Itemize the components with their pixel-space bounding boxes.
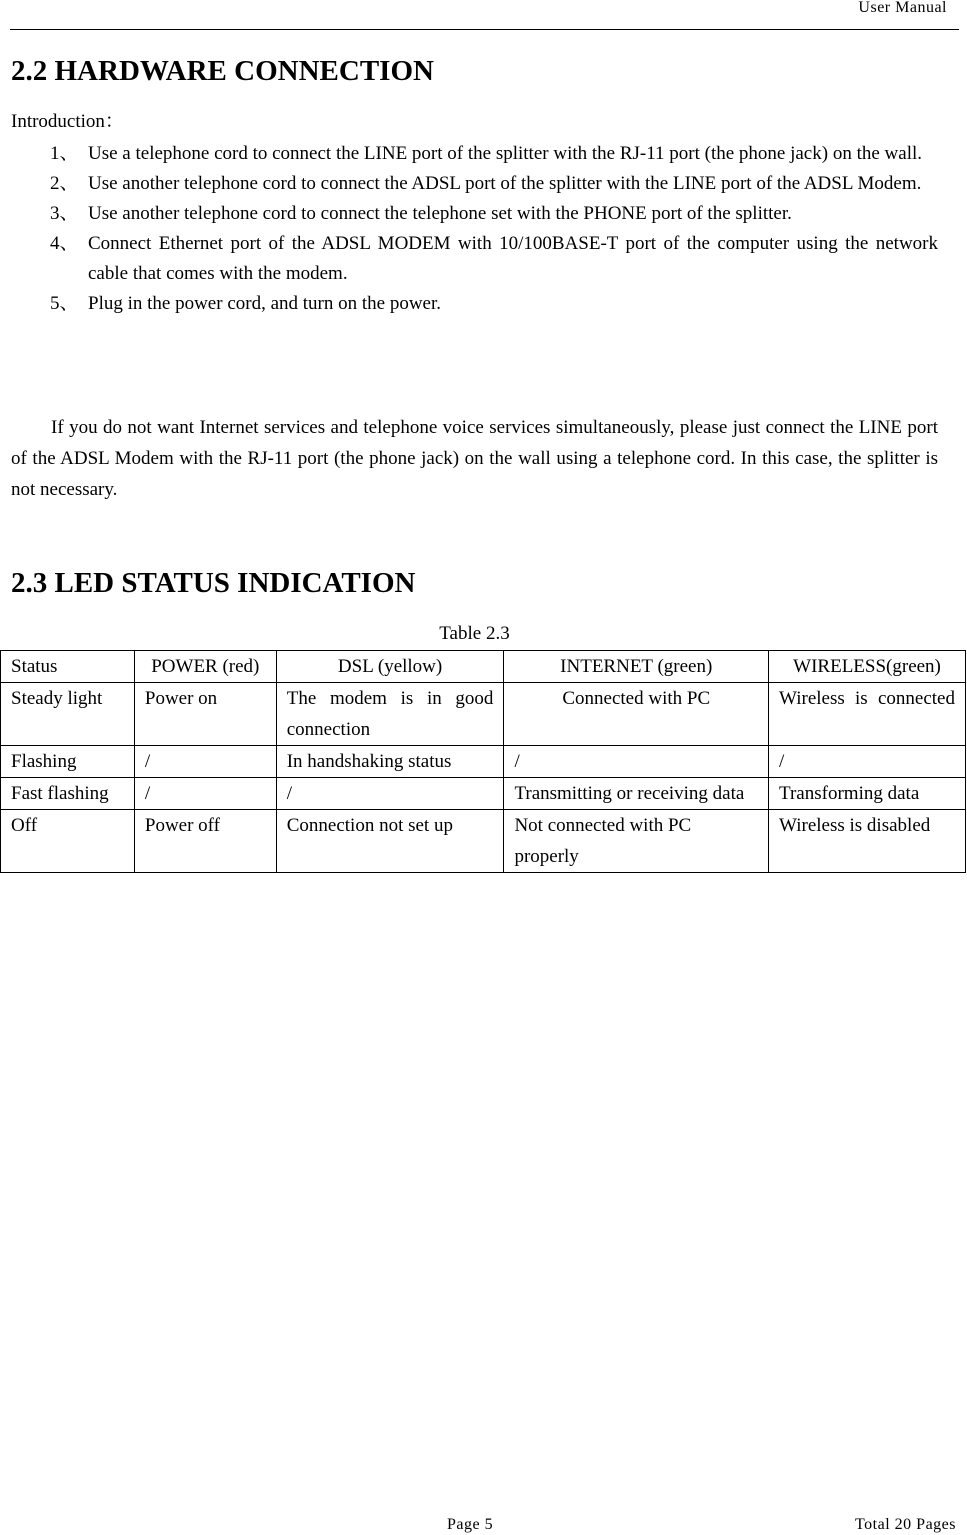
table-cell: /	[504, 746, 769, 778]
step-text: Connect Ethernet port of the ADSL MODEM with 10/100BASE-T port of the computer using the network cable that comes with the modem.	[88, 233, 938, 284]
step-number: 1、	[50, 143, 79, 164]
table-header-row	[1, 651, 966, 683]
table-cell: The modem is in good connection	[276, 683, 504, 746]
table-caption: Table 2.3	[439, 623, 510, 644]
table-cell: /	[769, 746, 966, 778]
list-item	[50, 139, 938, 169]
table-row	[1, 683, 966, 746]
table-cell: Wireless is disabled	[769, 810, 966, 873]
intro-label: Introduction：	[11, 111, 124, 132]
table-cell: Power on	[134, 683, 276, 746]
table-cell: Steady light	[1, 683, 135, 746]
table-row	[1, 778, 966, 810]
step-text: Use another telephone cord to connect the telephone set with the PHONE port of the splitter.	[88, 203, 792, 224]
table-cell: Connection not set up	[276, 810, 504, 873]
table-row	[1, 746, 966, 778]
table-cell: Fast flashing	[1, 778, 135, 810]
column-header: POWER (red)	[134, 651, 276, 683]
list-item	[50, 229, 938, 289]
led-status-table	[0, 650, 966, 873]
list-item	[50, 289, 938, 319]
column-header: Status	[1, 651, 135, 683]
step-text: Use a telephone cord to connect the LINE port of the splitter with the RJ-11 port (the phone jack) on the wall.	[88, 143, 922, 164]
column-header: DSL (yellow)	[276, 651, 504, 683]
table-cell: Off	[1, 810, 135, 873]
section-heading-led: 2.3 LED STATUS INDICATION	[11, 567, 416, 599]
column-header: WIRELESS(green)	[769, 651, 966, 683]
table-cell: Transmitting or receiving data	[504, 778, 769, 810]
header-divider	[10, 29, 959, 30]
table-cell: Power off	[134, 810, 276, 873]
body-paragraph: If you do not want Internet services and telephone voice services simultaneously, please just connect the LINE port of the ADSL Modem with the RJ-11 port (the phone jack) on the wall using a telephone cord. In this case, the splitter is not necessary.	[11, 417, 938, 500]
step-number: 5、	[50, 293, 79, 314]
page-number: Page 5	[447, 1516, 494, 1533]
table-cell: Transforming data	[769, 778, 966, 810]
column-header: INTERNET (green)	[504, 651, 769, 683]
table-cell: /	[276, 778, 504, 810]
table-cell: Connected with PC	[504, 683, 769, 746]
step-number: 4、	[50, 233, 79, 254]
table-cell: /	[134, 778, 276, 810]
list-item	[50, 169, 938, 199]
step-text: Use another telephone cord to connect the ADSL port of the splitter with the LINE port of the ADSL Modem.	[88, 173, 922, 194]
table-row	[1, 810, 966, 873]
steps-list	[50, 139, 938, 319]
table-cell: Not connected with PC properly	[504, 810, 769, 873]
table-cell: Wireless is connected	[769, 683, 966, 746]
table-cell: Flashing	[1, 746, 135, 778]
total-pages: Total 20 Pages	[855, 1516, 956, 1533]
table-cell: In handshaking status	[276, 746, 504, 778]
step-text: Plug in the power cord, and turn on the power.	[88, 293, 442, 314]
section-heading-hardware: 2.2 HARDWARE CONNECTION	[11, 55, 434, 87]
document-header-title: User Manual	[858, 0, 947, 16]
step-number: 2、	[50, 173, 79, 194]
step-number: 3、	[50, 203, 79, 224]
list-item	[50, 199, 938, 229]
table-cell: /	[134, 746, 276, 778]
